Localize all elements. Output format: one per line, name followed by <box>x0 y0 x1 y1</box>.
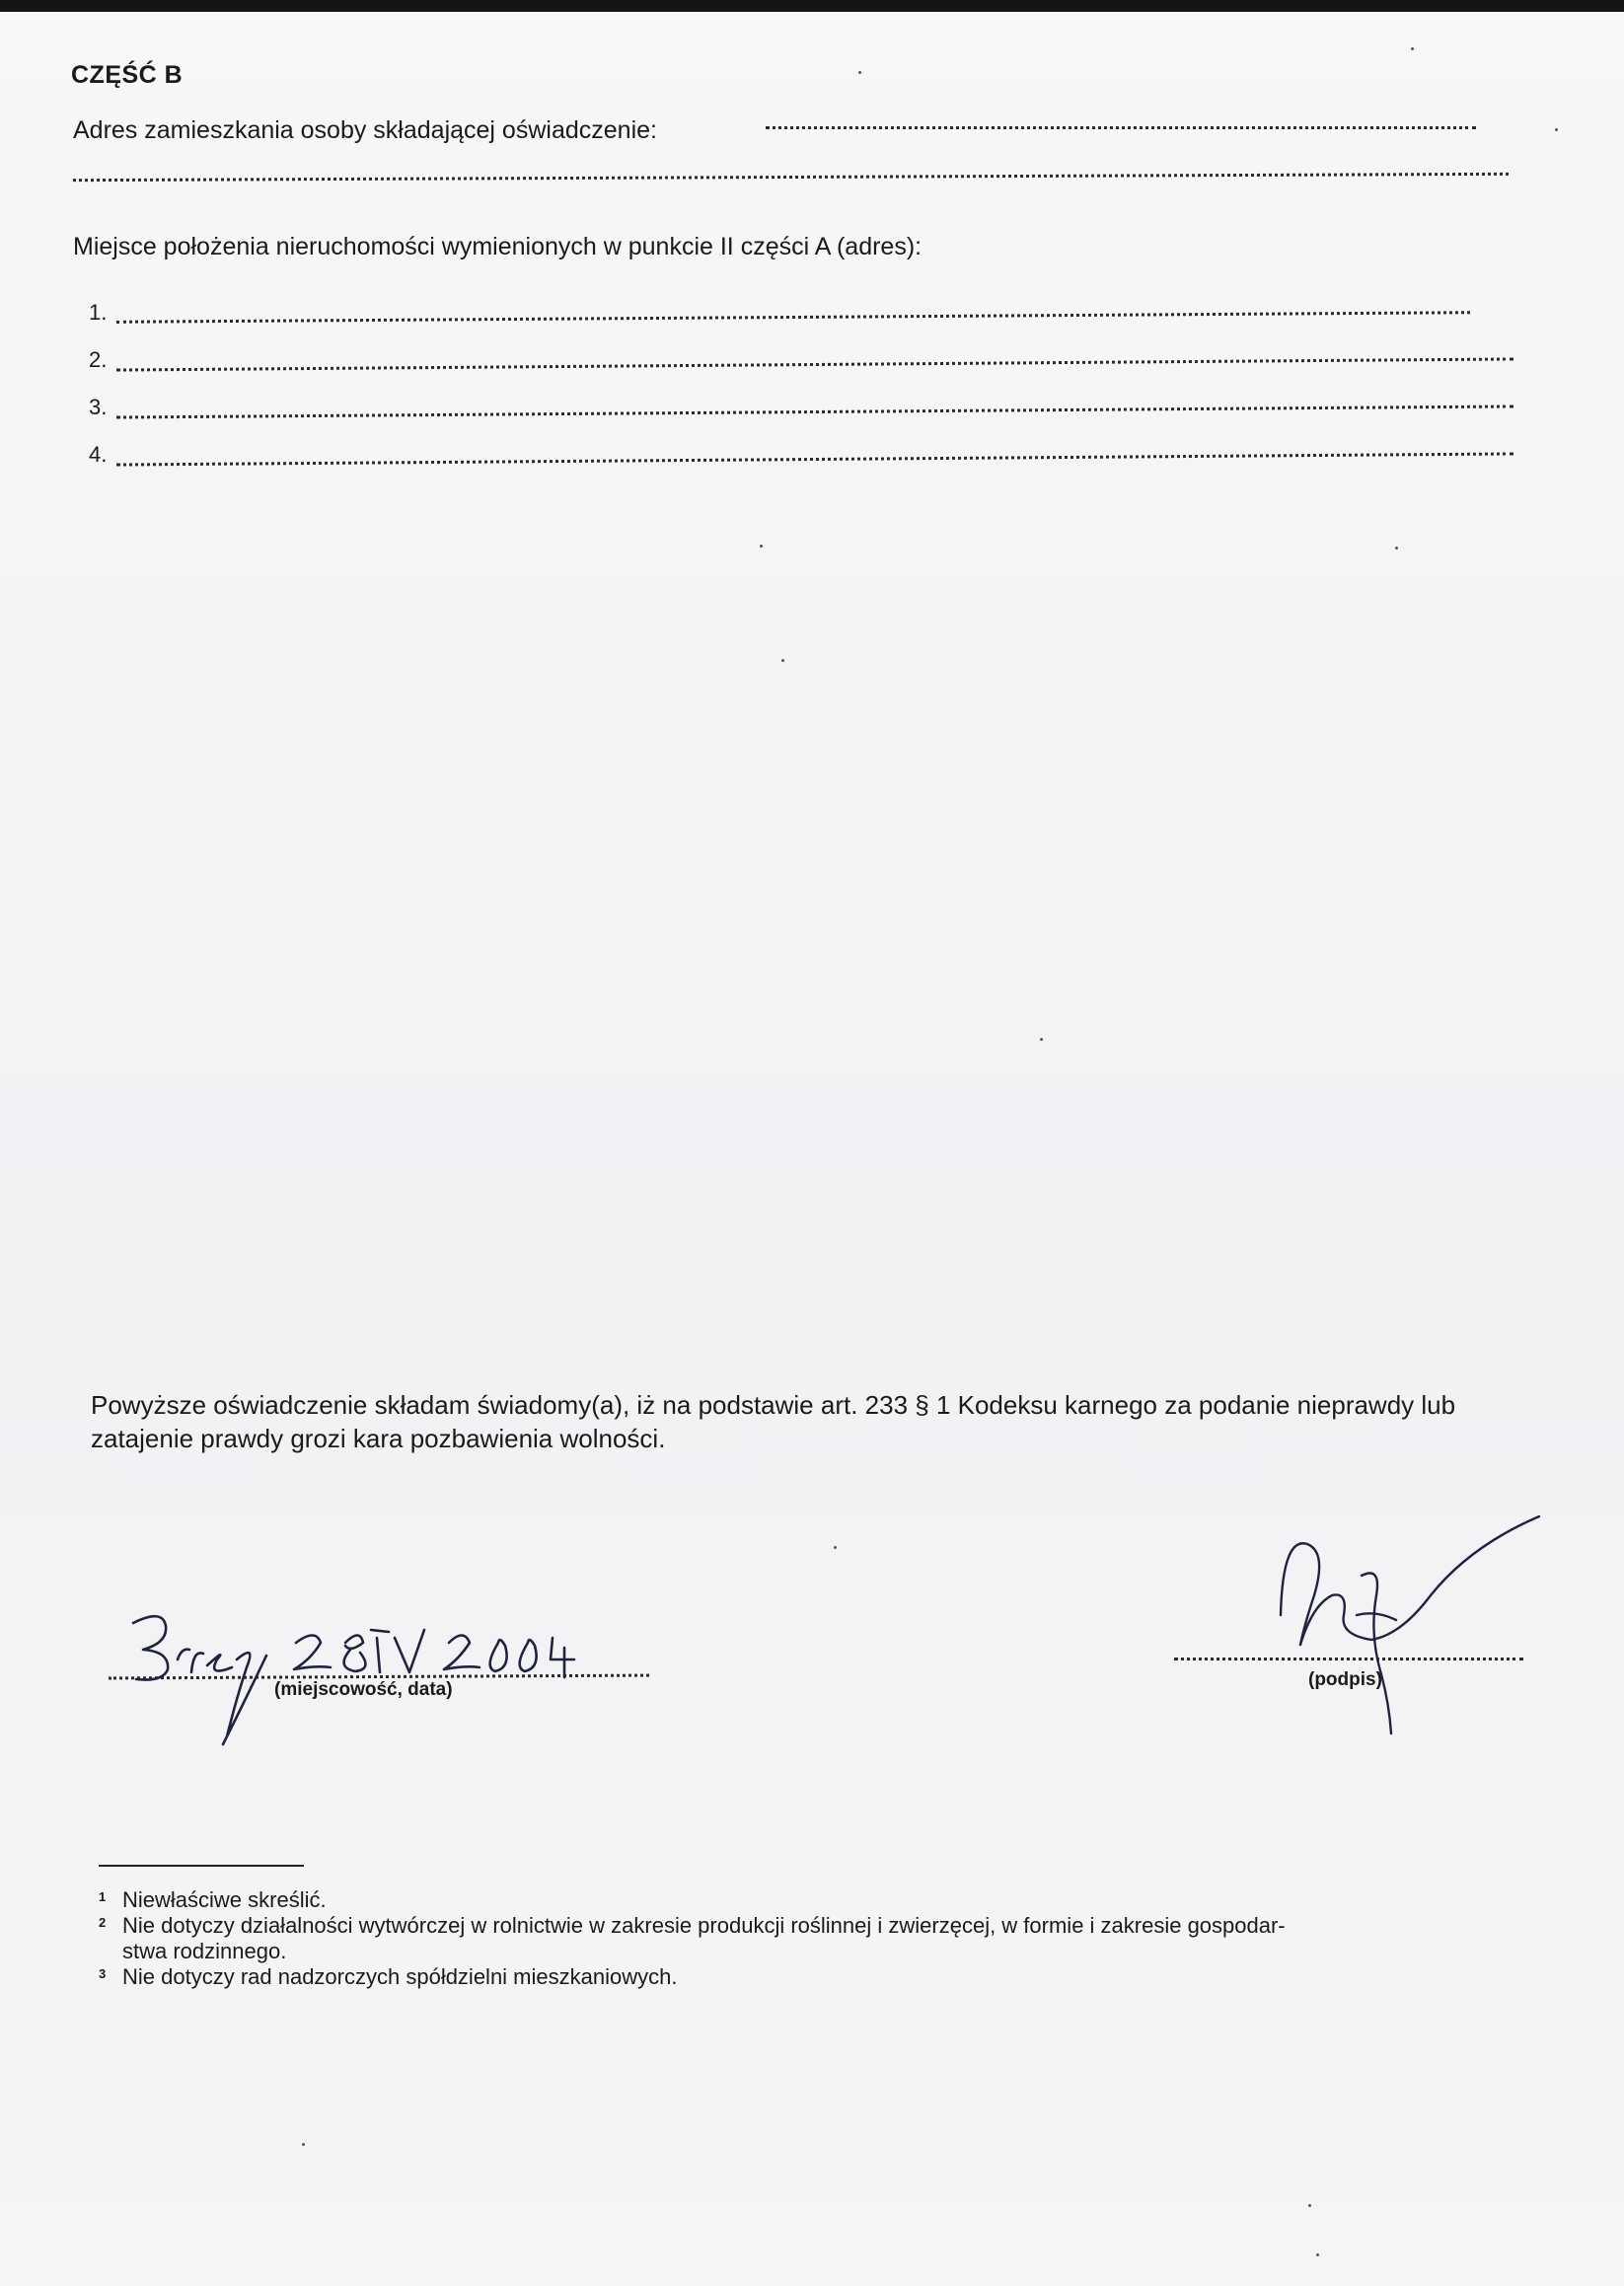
handwritten-place-date <box>109 1588 582 1756</box>
footnote-1 <box>99 1884 1539 1913</box>
property-item-number: 4. <box>89 442 108 467</box>
property-item-number: 1. <box>89 300 108 325</box>
property-item-number: 2. <box>89 347 108 372</box>
scan-speck <box>834 1546 837 1549</box>
property-address-line-2[interactable] <box>116 357 1513 371</box>
property-item-number: 3. <box>89 395 108 419</box>
declaration-statement: Powyższe oświadczenie składam świadomy(a), iż na podstawie art. 233 § 1 Kodeksu karnego za podanie nieprawdy lub zatajenie prawdy grozi kara pozbawienia wolności. <box>91 1390 1456 1453</box>
footnote-separator <box>99 1865 304 1867</box>
scan-speck <box>781 659 784 662</box>
property-address-line-3[interactable] <box>116 405 1513 418</box>
scan-speck <box>1040 1038 1043 1041</box>
scan-speck <box>858 71 861 74</box>
scan-speck <box>1395 547 1398 550</box>
footnote-text: Nie dotyczy rad nadzorczych spółdzielni mieszkaniowych. <box>122 1964 678 1989</box>
residence-address-field-line-1[interactable] <box>766 126 1476 129</box>
property-address-line-1[interactable] <box>116 311 1470 324</box>
footnote-text: Nie dotyczy działalności wytwórczej w rolnictwie w zakresie produkcji roślinnej i zwierzęcej, w formie i zakresie gospodar- <box>122 1913 1286 1938</box>
footnote-mark: 1 <box>99 1889 107 1904</box>
place-date-caption: (miejscowość, data) <box>274 1679 453 1700</box>
signature-field-line[interactable] <box>1174 1658 1523 1660</box>
property-address-line-4[interactable] <box>116 452 1513 466</box>
footnote-text: Niewłaściwe skreślić. <box>122 1887 327 1912</box>
scan-speck <box>1411 47 1414 50</box>
scan-top-edge <box>0 0 1624 12</box>
property-location-label: Miejsce położenia nieruchomości wymienionych w punkcie II części A (adres): <box>73 233 923 260</box>
residence-address-field-line-2[interactable] <box>73 173 1509 182</box>
footnote-3 <box>99 1961 1539 1990</box>
scan-speck <box>1555 128 1558 131</box>
signature-caption: (podpis) <box>1308 1669 1382 1690</box>
footnote-text-continuation: stwa rodzinnego. <box>122 1939 287 1963</box>
part-b-heading: CZĘŚĆ B <box>71 61 184 89</box>
scan-speck <box>1316 2253 1319 2256</box>
footnote-mark: 3 <box>99 1966 107 1981</box>
footnote-2 <box>99 1910 1539 1964</box>
document-page <box>0 12 1624 2286</box>
scan-speck <box>760 545 763 548</box>
residence-address-label: Adres zamieszkania osoby składającej oświadczenie: <box>73 116 657 144</box>
footnote-mark: 2 <box>99 1915 107 1930</box>
scan-speck <box>1308 2204 1311 2207</box>
scan-speck <box>302 2143 305 2146</box>
handwritten-signature <box>1253 1497 1549 1753</box>
